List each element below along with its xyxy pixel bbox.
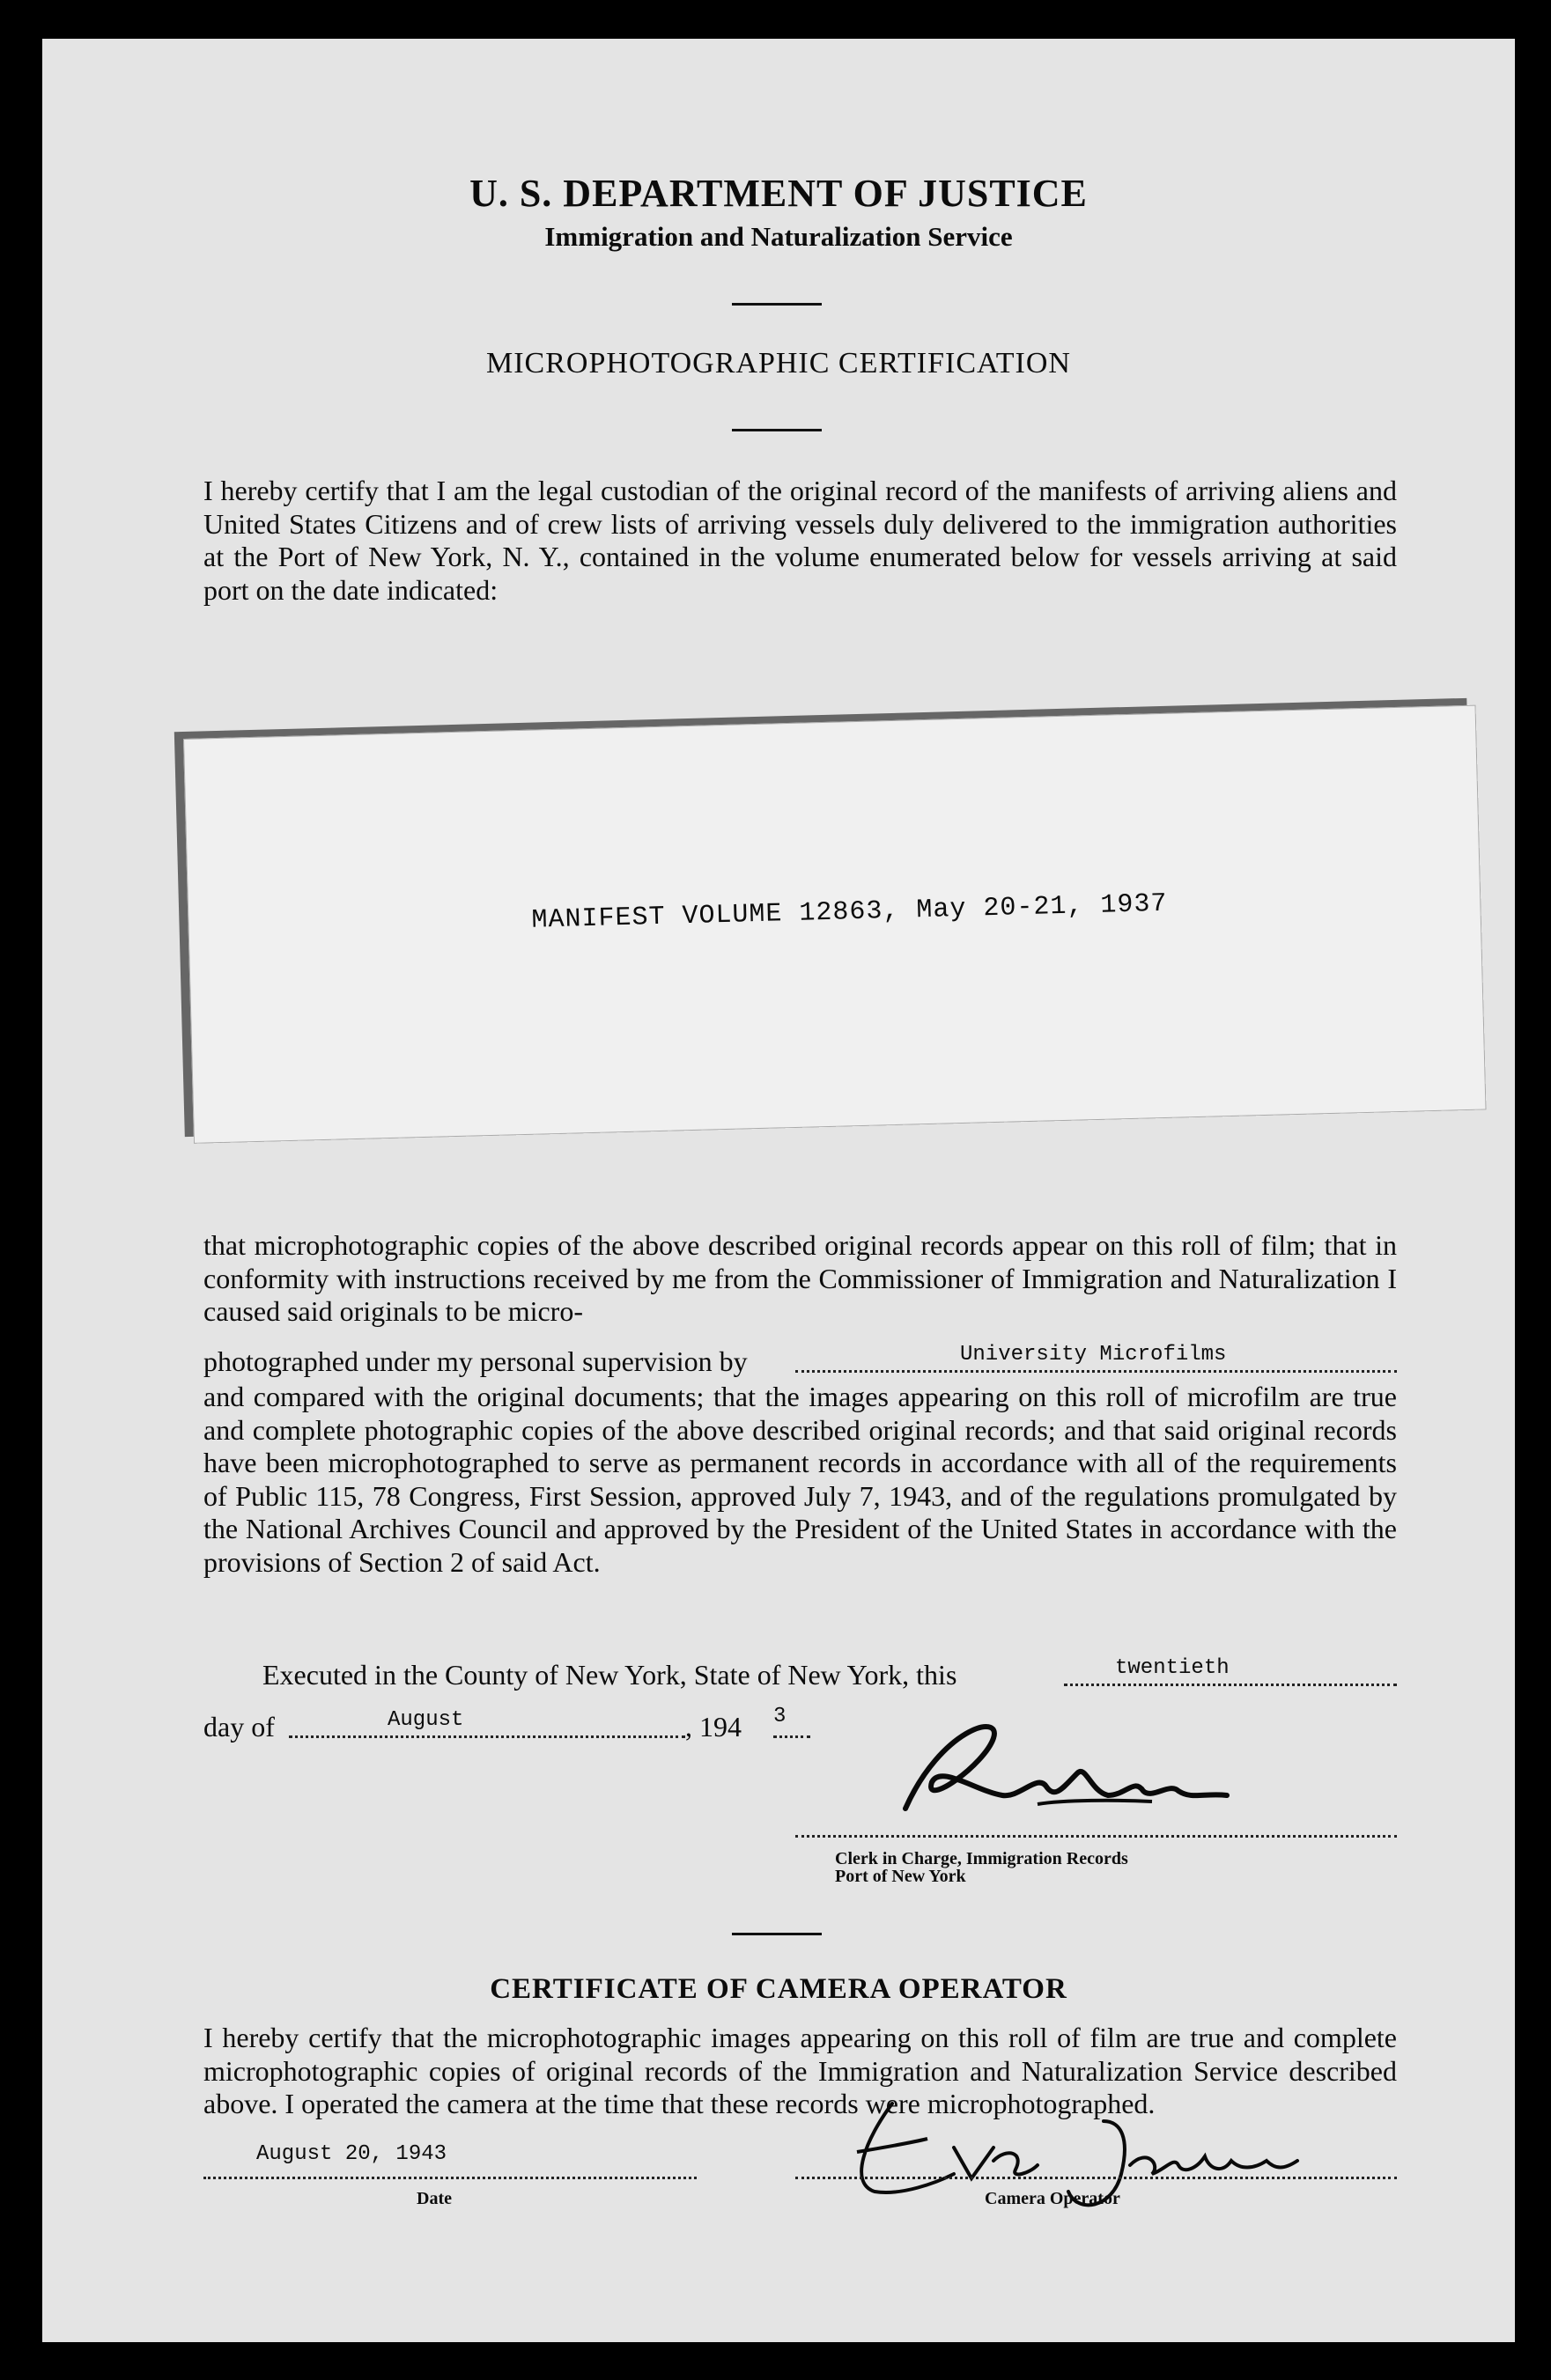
dotted-line <box>773 1735 810 1738</box>
clerk-signature <box>888 1712 1258 1835</box>
department-name: U. S. DEPARTMENT OF JUSTICE <box>469 172 1088 215</box>
dotted-line <box>1064 1684 1397 1686</box>
intro-paragraph: I hereby certify that I am the legal custodian of the original record of the manifests of arriving aliens and United States Citizens and of crew lists of arriving vessels duly delivered to the immigration authorities at the Port of New York, N. Y., contained in the volume enumerated below for vessels arriving at said port on the date indicated: <box>203 475 1397 606</box>
body-paragraph-1: that microphotographic copies of the above described original records appear on this roll of film; that in conformity with instructions received by me from the Commissioner of Immigration and Naturalization I caused said originals to be micro- <box>203 1229 1397 1327</box>
signature-line <box>795 1835 1397 1838</box>
signer-title-line2: Port of New York <box>835 1867 966 1886</box>
dotted-line <box>289 1735 685 1738</box>
divider <box>732 303 822 306</box>
camera-operator-title: CERTIFICATE OF CAMERA OPERATOR <box>490 1973 1067 2005</box>
operator-label: Camera Operator <box>985 2189 1120 2208</box>
month-value: August <box>388 1708 464 1732</box>
year-prefix: , 194 <box>685 1711 742 1743</box>
executed-label: Executed in the County of New York, State of New York, this <box>262 1659 957 1691</box>
divider <box>732 1933 822 1935</box>
header <box>42 171 1515 253</box>
date-label: Date <box>417 2189 452 2208</box>
operator-line <box>795 2177 1397 2179</box>
date-line <box>203 2177 697 2179</box>
camera-operator-paragraph: I hereby certify that the microphotographic images appearing on this roll of film are true and complete microphotographic copies of original records of the Immigration and Naturalization Service described above. I operated the camera at the time that these records were microphotographed. <box>203 2022 1397 2119</box>
day-of-label: day of <box>203 1711 275 1743</box>
service-name: Immigration and Naturalization Service <box>544 221 1013 252</box>
date-value: August 20, 1943 <box>256 2142 447 2166</box>
certificate-page <box>42 39 1515 2342</box>
body-paragraph-2: and compared with the original documents; that the images appearing on this roll of microfilm are true and complete photographic copies of the above described original records; and that said original records have been microphotographed to serve as permanent records in accordance with all of the requirements of Public 115, 78 Congress, First Session, approved July 7, 1943, and of the regulations promulgated by the National Archives Council and approved by the President of the United States in accordance with the provisions of Section 2 of said Act. <box>203 1381 1397 1578</box>
manifest-volume-text: MANIFEST VOLUME 12863, May 20-21, 1937 <box>531 888 1168 936</box>
divider <box>732 429 822 431</box>
certificate-title: MICROPHOTOGRAPHIC CERTIFICATION <box>485 347 1071 379</box>
dotted-line <box>795 1370 1397 1373</box>
signer-title-line1: Clerk in Charge, Immigration Records <box>835 1849 1128 1868</box>
executed-day: twentieth <box>1115 1656 1230 1680</box>
year-digit: 3 <box>773 1705 787 1728</box>
photographed-by-label: photographed under my personal supervision by <box>203 1345 748 1377</box>
photographed-by-value: University Microfilms <box>960 1343 1227 1367</box>
volume-slip <box>183 705 1487 1144</box>
